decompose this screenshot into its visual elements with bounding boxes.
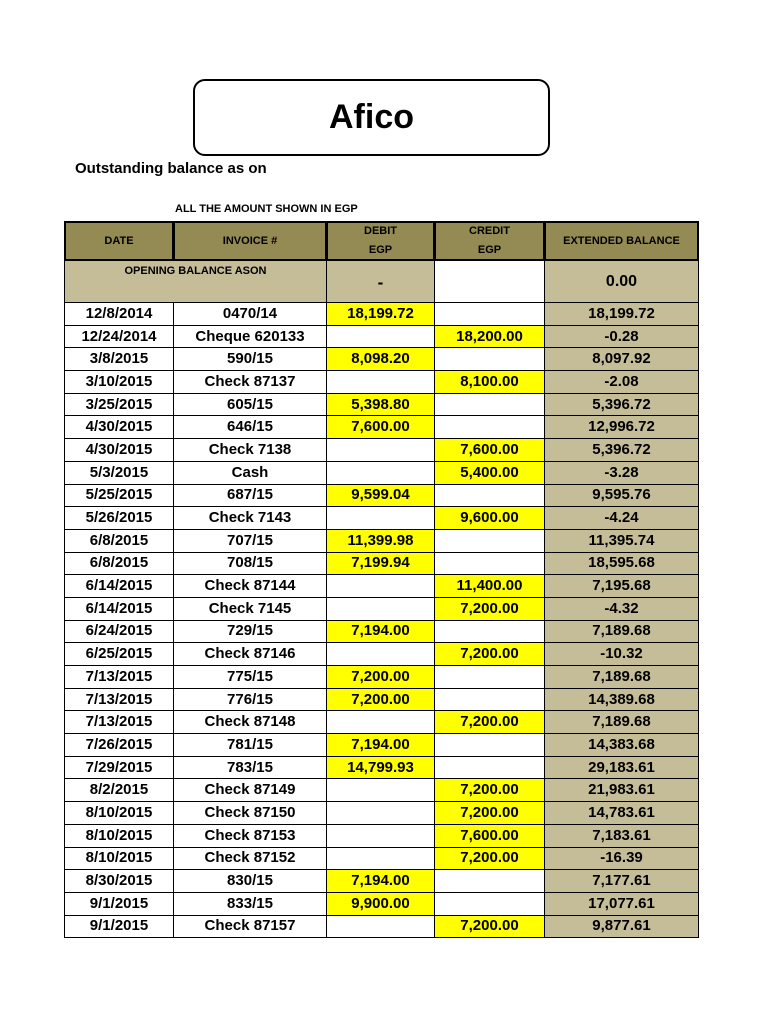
header-date: DATE <box>65 222 174 261</box>
row-invoice: 707/15 <box>174 529 327 552</box>
table-row <box>65 643 699 666</box>
row-debit <box>327 643 435 666</box>
document-title: Afico <box>193 79 550 156</box>
opening-balance-debit: - <box>327 261 435 303</box>
row-invoice: Check 7143 <box>174 507 327 530</box>
table-row <box>65 779 699 802</box>
row-debit <box>327 371 435 394</box>
row-date: 9/1/2015 <box>65 915 174 938</box>
row-date: 6/8/2015 <box>65 529 174 552</box>
row-debit <box>327 597 435 620</box>
row-debit <box>327 325 435 348</box>
row-credit <box>435 393 545 416</box>
header-extended-balance: EXTENDED BALANCE <box>545 222 699 261</box>
row-invoice: Check 87153 <box>174 824 327 847</box>
table-header-row <box>65 222 699 261</box>
header-debit-unit: EGP <box>368 244 393 256</box>
row-balance: -3.28 <box>545 461 699 484</box>
row-invoice: Check 87146 <box>174 643 327 666</box>
row-debit <box>327 711 435 734</box>
row-debit: 14,799.93 <box>327 756 435 779</box>
header-credit-unit: EGP <box>477 244 502 256</box>
row-balance: 18,595.68 <box>545 552 699 575</box>
row-balance: 14,783.61 <box>545 802 699 825</box>
row-debit <box>327 779 435 802</box>
row-credit: 7,200.00 <box>435 847 545 870</box>
row-balance: 5,396.72 <box>545 439 699 462</box>
row-balance: 8,097.92 <box>545 348 699 371</box>
row-invoice: Check 7145 <box>174 597 327 620</box>
row-invoice: Check 87157 <box>174 915 327 938</box>
row-balance: 5,396.72 <box>545 393 699 416</box>
row-balance: -0.28 <box>545 325 699 348</box>
row-invoice: Check 7138 <box>174 439 327 462</box>
row-date: 4/30/2015 <box>65 416 174 439</box>
row-invoice: 687/15 <box>174 484 327 507</box>
row-date: 7/26/2015 <box>65 734 174 757</box>
row-credit <box>435 734 545 757</box>
row-date: 6/24/2015 <box>65 620 174 643</box>
row-debit: 7,194.00 <box>327 620 435 643</box>
row-invoice: Check 87149 <box>174 779 327 802</box>
row-invoice: 708/15 <box>174 552 327 575</box>
row-date: 6/25/2015 <box>65 643 174 666</box>
row-balance: 9,877.61 <box>545 915 699 938</box>
row-balance: 7,189.68 <box>545 620 699 643</box>
row-debit <box>327 802 435 825</box>
opening-balance-credit <box>435 261 545 303</box>
row-credit <box>435 348 545 371</box>
row-debit: 7,194.00 <box>327 870 435 893</box>
row-balance: 14,389.68 <box>545 688 699 711</box>
row-balance: 7,189.68 <box>545 666 699 689</box>
table-row <box>65 688 699 711</box>
table-row <box>65 734 699 757</box>
opening-balance-row <box>65 261 699 303</box>
row-debit: 7,194.00 <box>327 734 435 757</box>
table-row <box>65 461 699 484</box>
row-balance: 7,189.68 <box>545 711 699 734</box>
row-invoice: 833/15 <box>174 892 327 915</box>
row-invoice: 781/15 <box>174 734 327 757</box>
table-row <box>65 439 699 462</box>
table-row <box>65 620 699 643</box>
table-row <box>65 325 699 348</box>
header-credit-label: CREDIT <box>469 225 510 237</box>
row-credit: 7,200.00 <box>435 643 545 666</box>
row-date: 6/8/2015 <box>65 552 174 575</box>
row-date: 7/29/2015 <box>65 756 174 779</box>
row-credit <box>435 620 545 643</box>
table-row <box>65 666 699 689</box>
row-credit <box>435 666 545 689</box>
table-row <box>65 575 699 598</box>
row-date: 7/13/2015 <box>65 711 174 734</box>
row-debit <box>327 439 435 462</box>
table-row <box>65 802 699 825</box>
row-credit <box>435 416 545 439</box>
row-invoice: 0470/14 <box>174 303 327 326</box>
row-date: 3/25/2015 <box>65 393 174 416</box>
row-date: 9/1/2015 <box>65 892 174 915</box>
row-invoice: 729/15 <box>174 620 327 643</box>
table-row <box>65 348 699 371</box>
row-invoice: Check 87144 <box>174 575 327 598</box>
row-date: 8/10/2015 <box>65 802 174 825</box>
ledger-table <box>64 221 699 938</box>
table-row <box>65 303 699 326</box>
row-date: 12/24/2014 <box>65 325 174 348</box>
row-credit <box>435 484 545 507</box>
row-balance: 7,195.68 <box>545 575 699 598</box>
row-balance: 11,395.74 <box>545 529 699 552</box>
row-credit <box>435 892 545 915</box>
row-balance: -2.08 <box>545 371 699 394</box>
row-invoice: 590/15 <box>174 348 327 371</box>
row-date: 8/2/2015 <box>65 779 174 802</box>
row-debit: 7,199.94 <box>327 552 435 575</box>
table-row <box>65 393 699 416</box>
row-credit <box>435 688 545 711</box>
row-invoice: Check 87152 <box>174 847 327 870</box>
row-credit: 8,100.00 <box>435 371 545 394</box>
row-credit: 11,400.00 <box>435 575 545 598</box>
row-date: 3/10/2015 <box>65 371 174 394</box>
row-balance: -4.24 <box>545 507 699 530</box>
row-invoice: 775/15 <box>174 666 327 689</box>
row-date: 5/25/2015 <box>65 484 174 507</box>
row-credit <box>435 529 545 552</box>
row-debit: 7,200.00 <box>327 688 435 711</box>
opening-balance-value: 0.00 <box>545 261 699 303</box>
row-date: 7/13/2015 <box>65 666 174 689</box>
row-credit <box>435 552 545 575</box>
row-debit: 7,600.00 <box>327 416 435 439</box>
table-row <box>65 597 699 620</box>
table-row <box>65 915 699 938</box>
row-invoice: Check 87150 <box>174 802 327 825</box>
row-credit: 7,200.00 <box>435 915 545 938</box>
row-credit: 7,200.00 <box>435 779 545 802</box>
row-balance: 7,183.61 <box>545 824 699 847</box>
header-debit <box>327 222 435 261</box>
row-credit: 7,200.00 <box>435 711 545 734</box>
row-balance: 7,177.61 <box>545 870 699 893</box>
row-invoice: 605/15 <box>174 393 327 416</box>
row-invoice: 830/15 <box>174 870 327 893</box>
row-debit <box>327 575 435 598</box>
row-date: 3/8/2015 <box>65 348 174 371</box>
row-debit <box>327 507 435 530</box>
row-credit: 5,400.00 <box>435 461 545 484</box>
table-row <box>65 371 699 394</box>
row-balance: -16.39 <box>545 847 699 870</box>
row-debit: 5,398.80 <box>327 393 435 416</box>
row-date: 7/13/2015 <box>65 688 174 711</box>
currency-note: ALL THE AMOUNT SHOWN IN EGP <box>175 203 358 215</box>
row-date: 5/26/2015 <box>65 507 174 530</box>
row-balance: 21,983.61 <box>545 779 699 802</box>
row-debit: 7,200.00 <box>327 666 435 689</box>
row-invoice: 646/15 <box>174 416 327 439</box>
table-row <box>65 756 699 779</box>
row-balance: 29,183.61 <box>545 756 699 779</box>
table-row <box>65 552 699 575</box>
row-balance: 18,199.72 <box>545 303 699 326</box>
row-debit: 18,199.72 <box>327 303 435 326</box>
table-row <box>65 824 699 847</box>
table-row <box>65 711 699 734</box>
row-balance: 12,996.72 <box>545 416 699 439</box>
table-row <box>65 416 699 439</box>
row-invoice: Cash <box>174 461 327 484</box>
row-invoice: 783/15 <box>174 756 327 779</box>
row-date: 6/14/2015 <box>65 575 174 598</box>
table-row <box>65 484 699 507</box>
row-credit: 9,600.00 <box>435 507 545 530</box>
row-balance: -10.32 <box>545 643 699 666</box>
row-credit: 7,200.00 <box>435 802 545 825</box>
header-credit <box>435 222 545 261</box>
row-invoice: Cheque 620133 <box>174 325 327 348</box>
row-date: 4/30/2015 <box>65 439 174 462</box>
row-date: 5/3/2015 <box>65 461 174 484</box>
row-credit: 7,600.00 <box>435 824 545 847</box>
table-row <box>65 892 699 915</box>
table-row <box>65 507 699 530</box>
row-debit: 8,098.20 <box>327 348 435 371</box>
table-row <box>65 870 699 893</box>
table-row <box>65 529 699 552</box>
row-credit: 7,200.00 <box>435 597 545 620</box>
row-date: 12/8/2014 <box>65 303 174 326</box>
row-credit: 7,600.00 <box>435 439 545 462</box>
ledger-rows <box>65 303 699 938</box>
row-date: 8/10/2015 <box>65 824 174 847</box>
row-date: 8/10/2015 <box>65 847 174 870</box>
row-credit <box>435 303 545 326</box>
row-debit: 11,399.98 <box>327 529 435 552</box>
header-invoice: INVOICE # <box>174 222 327 261</box>
row-debit <box>327 824 435 847</box>
row-invoice: Check 87148 <box>174 711 327 734</box>
row-balance: 14,383.68 <box>545 734 699 757</box>
row-invoice: Check 87137 <box>174 371 327 394</box>
row-debit <box>327 461 435 484</box>
row-balance: -4.32 <box>545 597 699 620</box>
row-debit: 9,599.04 <box>327 484 435 507</box>
outstanding-balance-heading: Outstanding balance as on <box>75 160 267 177</box>
row-date: 6/14/2015 <box>65 597 174 620</box>
row-debit <box>327 847 435 870</box>
row-invoice: 776/15 <box>174 688 327 711</box>
header-debit-label: DEBIT <box>364 225 397 237</box>
row-balance: 9,595.76 <box>545 484 699 507</box>
row-balance: 17,077.61 <box>545 892 699 915</box>
row-debit: 9,900.00 <box>327 892 435 915</box>
table-row <box>65 847 699 870</box>
row-date: 8/30/2015 <box>65 870 174 893</box>
row-credit <box>435 756 545 779</box>
row-credit <box>435 870 545 893</box>
row-debit <box>327 915 435 938</box>
row-credit: 18,200.00 <box>435 325 545 348</box>
opening-balance-label: OPENING BALANCE ASON <box>65 261 327 303</box>
